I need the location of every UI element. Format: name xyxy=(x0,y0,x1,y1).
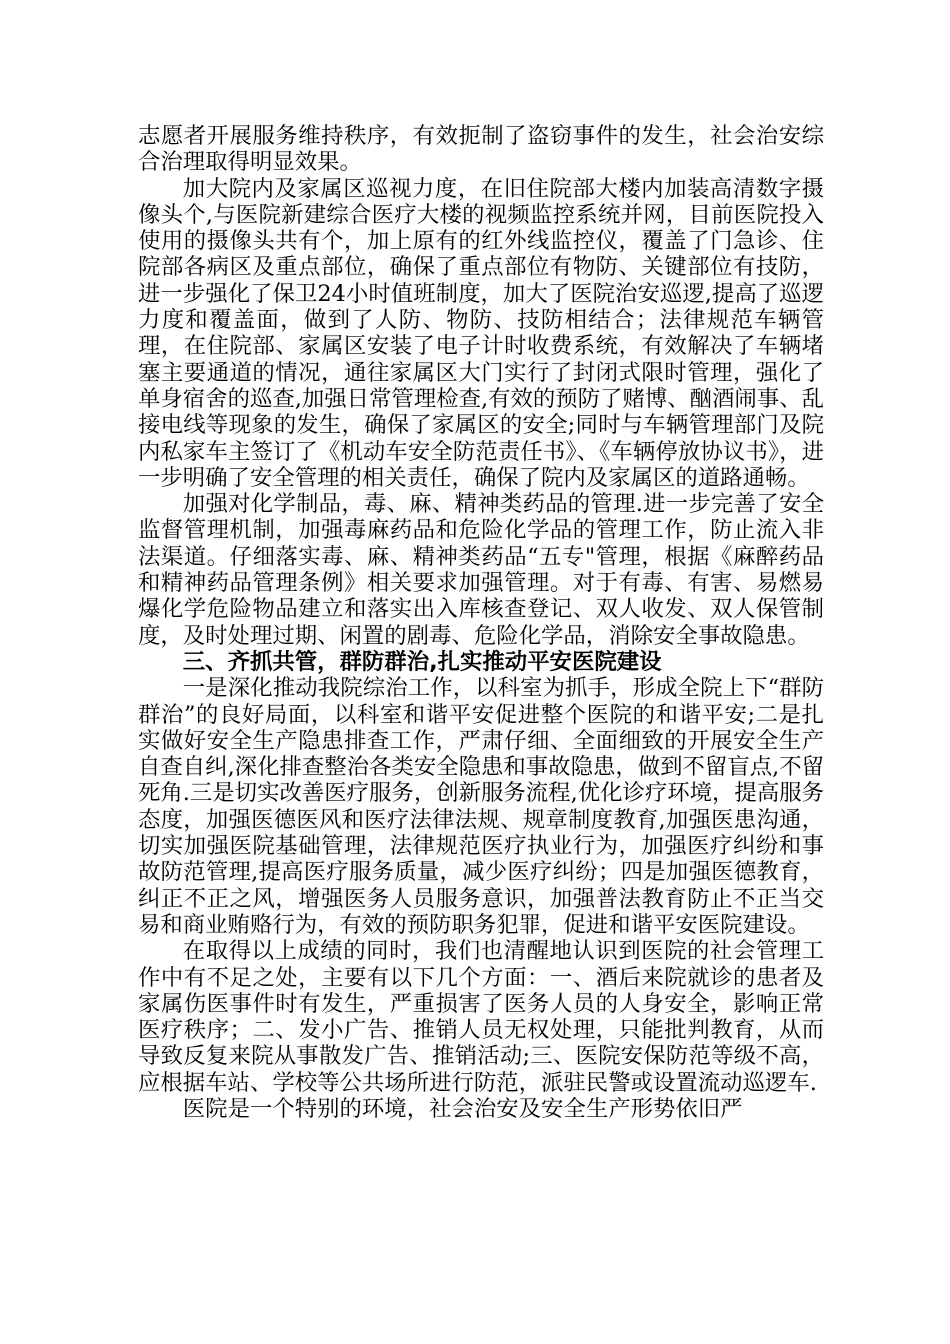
document-page xyxy=(138,123,824,1122)
paragraph-chemicals: 加强对化学制品，毒、麻、精神类药品的管理.进一步完善了安全监督管理机制，加强毒麻药品和危险化学品的管理工作，防止流入非法渠道。仔细落实毒、麻、精神类药品“五专"管理，根据《麻醉药品和精神药品管理条例》相关要求加强管理。对于有毒、有害、易燃易爆化学危险物品建立和落实出入库核查登记、双人收发、双人保管制度，及时处理过期、闲置的剧毒、危险化学品，消除安全事故隐患。 xyxy=(138,491,824,649)
paragraph-continued: 志愿者开展服务维持秩序，有效扼制了盗窃事件的发生，社会治安综合治理取得明显效果。 xyxy=(138,123,824,176)
section-heading: 三、齐抓共管，群防群治,扎实推动平安医院建设 xyxy=(182,648,662,675)
paragraph-shortcomings: 在取得以上成绩的同时，我们也清醒地认识到医院的社会管理工作中有不足之处，主要有以下几个方面：一、酒后来院就诊的患者及家属伤医事件时有发生，严重损害了医务人员的人身安全，影响正常医疗秩序；二、发小广告、推销人员无权处理，只能批判教育，从而导致反复来院从事散发广告、推销活动;三、医院安保防范等级不高，应根据车站、学校等公共场所进行防范，派驻民警或设置流动巡逻车. xyxy=(138,938,824,1096)
paragraph-measures: 一是深化推动我院综治工作，以科室为抓手，形成全院上下“群防群治”的良好局面，以科室和谐平安促进整个医院的和谐平安;二是扎实做好安全生产隐患排查工作，严肃仔细、全面细致的开展安全生产自查自纠,深化排查整治各类安全隐患和事故隐患，做到不留盲点,不留死角.三是切实改善医疗服务，创新服务流程,优化诊疗环境，提高服务态度，加强医德医风和医疗法律法规、规章制度教育,加强医患沟通，切实加强医院基础管理，法律规范医疗执业行为，加强医疗纠纷和事故防范管理,提高医疗服务质量，减少医疗纠纷；四是加强医德教育，纠正不正之风，增强医务人员服务意识，加强普法教育防止不正当交易和商业贿赂行为，有效的预防职务犯罪，促进和谐平安医院建设。 xyxy=(138,675,824,938)
paragraph-patrol: 加大院内及家属区巡视力度，在旧住院部大楼内加装高清数字摄像头个,与医院新建综合医疗大楼的视频监控系统并网，目前医院投入使用的摄像头共有个，加上原有的红外线监控仪，覆盖了门急诊、住院部各病区及重点部位，确保了重点部位有物防、关键部位有技防，进一步强化了保卫24小时值班制度，加大了医院治安巡逻,提高了巡逻力度和覆盖面，做到了人防、物防、技防相结合；法律规范车辆管理，在住院部、家属区安装了电子计时收费系统，有效解决了车辆堵塞主要通道的情况，通往家属区大门实行了封闭式限时管理，强化了单身宿舍的巡查,加强日常管理检查,有效的预防了赌博、酗酒闹事、乱接电线等现象的发生，确保了家属区的安全;同时与车辆管理部门及院内私家车主签订了《机动车安全防范责任书》、《车辆停放协议书》，进一步明确了安全管理的相关责任，确保了院内及家属区的道路通畅。 xyxy=(138,175,824,491)
paragraph-closing: 医院是一个特别的环境，社会治安及安全生产形势依旧严 xyxy=(182,1095,743,1122)
